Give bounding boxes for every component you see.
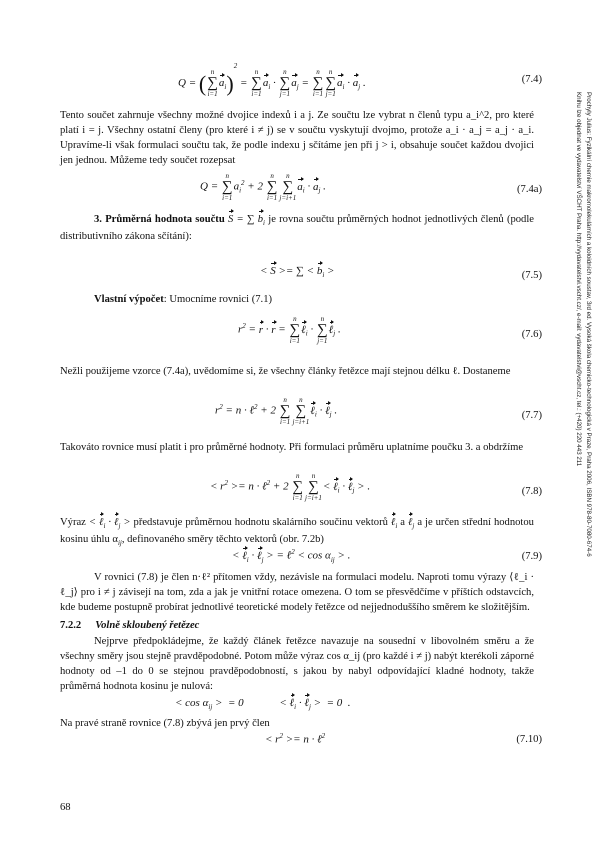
p4-text-e: , definovaného směry těchto vektorů (obr. 7.2b) [121, 534, 324, 546]
equation-number: (7.7) [521, 410, 542, 421]
citation-line-1: Prochyly Julius: Fyzikální chemie makromolekulárních a koloidních soustav, 3rd ed. Vysoká škola chemicko-technologická v Praze, Praha 2006, ISBN 978-80-7080-674-6 [585, 92, 592, 557]
paragraph-first-term: Na pravé straně rovnice (7.8) zbývá jen prvý člen [60, 718, 270, 729]
equation-7-6: $r^2 = r \cdot r$ = n ∑ i=1 ℓ$_i$ · n ∑ j=1 ℓ$_j$ . (7.6) [238, 315, 542, 345]
equation-number: (7.9) [521, 551, 542, 562]
equation-number: (7.5) [521, 270, 542, 281]
paragraph-sum-pairs: Tento součet zahrnuje všechny možné dvojice indexů i a j. Ze součtu lze vybrat n členů typu a_i^2, pro které platí i = j. Všechny ostatní členy (pro které i ≠ j) se v součtu vyskytují dvojmo, protože a_i · a_j = a_j · a_i. Upravíme-li však formulaci součtu tak, že podle indexu j sčítáme jen při j > i, obsahuje součet každou dvojici jen jednou. Můžeme tedy součet rozepsat [60, 110, 534, 167]
equation-number: (7.4a) [517, 184, 542, 195]
equation-number: (7.4) [521, 74, 542, 85]
paragraph-models: V rovnici (7.8) je člen n·ℓ² přítomen vždy, nezávisle na formulaci modelu. Naproti tomu výrazy ⟨ℓ_i · ℓ_j⟩ pro i ≠ j závisejí na tom, zda a jak je vnitřní rotace omezena. O tom se přesvědčíme v příštích odstavcích, kde budeme postupně probírat jednotlivé teoretické modely řetězce od nejjednoduššího směrem ke složitějším. [60, 572, 534, 614]
item-3-label: 3. Průměrná hodnota součtu [94, 214, 225, 225]
section-title: Volně skloubený řetězec [95, 620, 200, 631]
page-number: 68 [60, 802, 71, 813]
equation-number: (7.10) [516, 734, 542, 745]
citation-sidebar [563, 92, 593, 732]
calc-label: Vlastní výpočet [94, 294, 164, 305]
equation-number: (7.8) [521, 486, 542, 497]
paragraph-average-sum: 3. Průměrná hodnota součtu S = ∑ $b_i$ je rovna součtu průměrných hodnot jednotlivých členů (podle distributivního zákona sčítání): [60, 214, 535, 243]
equation-7-5: < S >= ∑ < $b_i$ > (7.5) [60, 262, 542, 292]
p4-text-d: a je určen střední hodnotou kosinu úhlu α [60, 517, 534, 546]
paragraph-average: Takováto rovnice musí platit i pro průměrné hodnoty. Při formulaci průměru uplatníme poučku 3. a obdržíme [60, 442, 524, 453]
p4-text-c: a [400, 517, 405, 528]
equation-7-4a: Q = n ∑ i=1 $a_i^2 + 2$ n ∑ i=1 n ∑ j=i+1 $a_i \cdot a_j$ . (7.4a) [200, 172, 542, 202]
item-3-text: je rovna součtu průměrných hodnot jednotlivých členů (podle distributivního zákona sčítání): [60, 214, 535, 243]
p4-text-b: představuje průměrnou hodnotu skalárního součinu vektorů [133, 517, 388, 528]
equation-7-8: < $r^2 >= n$ · ℓ$^2$ + 2 n ∑ i=1 n ∑ j=i+1 < ℓ$_i$ · ℓ$_j$ > . (7.8) [210, 472, 542, 502]
section-number: 7.2.2 [60, 620, 82, 631]
paragraph-freely-jointed: Nejprve předpokládejme, že každý článek řetězce navazuje na sousední v libovolném směru a že všechny směry jsou stejně pravděpodobné. Potom může výraz cos α_ij (pro každé i ≠ j) nabýt kterékoli záporné hodnoty od –1 do 0 se stejnou pravděpodobností, s jakou by nabyl odpovídající kladné hodnoty, takže průměrná hodnota kosinu je nulová: [60, 636, 534, 693]
equation-7-9: < ℓ$_i$ · ℓ$_j$ > = ℓ$^2$ < $\cos \alpha_{ij}$ > . (7.9) [232, 548, 542, 564]
paragraph-equal-length: Nežli použijeme vzorce (7.4a), uvědomíme si, že všechny články řetězce mají stejnou délku ℓ. Dostaneme [60, 366, 511, 377]
section-heading [60, 618, 199, 633]
p4-text-a: Výraz [60, 517, 86, 528]
calc-text: : Umocníme rovnici (7.1) [163, 294, 273, 305]
citation-line-2: Knihu lze objednat ve vydavatelství VŠCHT Praha. http://vydavatelstvi.vscht.cz/, e-mail: vydavatelstvi@vscht.cz, tel.: (+420) 220 443 211 [575, 92, 583, 467]
equation-7-7: $r^2 = n$ · ℓ$^2$ + 2 n ∑ i=1 n ∑ j=i+1 ℓ$_i$ · ℓ$_j$ . (7.7) [215, 396, 542, 426]
paragraph-scalar-product: Výraz < ℓ$_i$ · ℓ$_j$ > představuje průměrnou hodnotu skalárního součinu vektorů ℓ$_i$ a ℓ$_j$ a je určen střední hodnotou kosinu úhlu $\alpha_{ij}$, definovaného směry těchto vektorů (obr. 7.2b) [60, 517, 534, 548]
equation-7-4: Q = ( n ∑ i=1 $a_i)^2$ = n ∑ i=1 $a_i$ · n ∑ j=1 $a_j$ = n ∑ i=1 n ∑ j=1 $a_i \cdot a_j$ . (7.4) [178, 62, 542, 99]
equation-cos-zero: < $\cos \alpha_{ij}$ > = 0 < ℓ$_i$ · ℓ$_j$ > = 0 . [175, 697, 351, 712]
paragraph-calculation [60, 292, 534, 307]
equation-7-10: < $r^2 >= n$ · ℓ$^2$ (7.10) [265, 732, 542, 746]
equation-number: (7.6) [521, 329, 542, 340]
